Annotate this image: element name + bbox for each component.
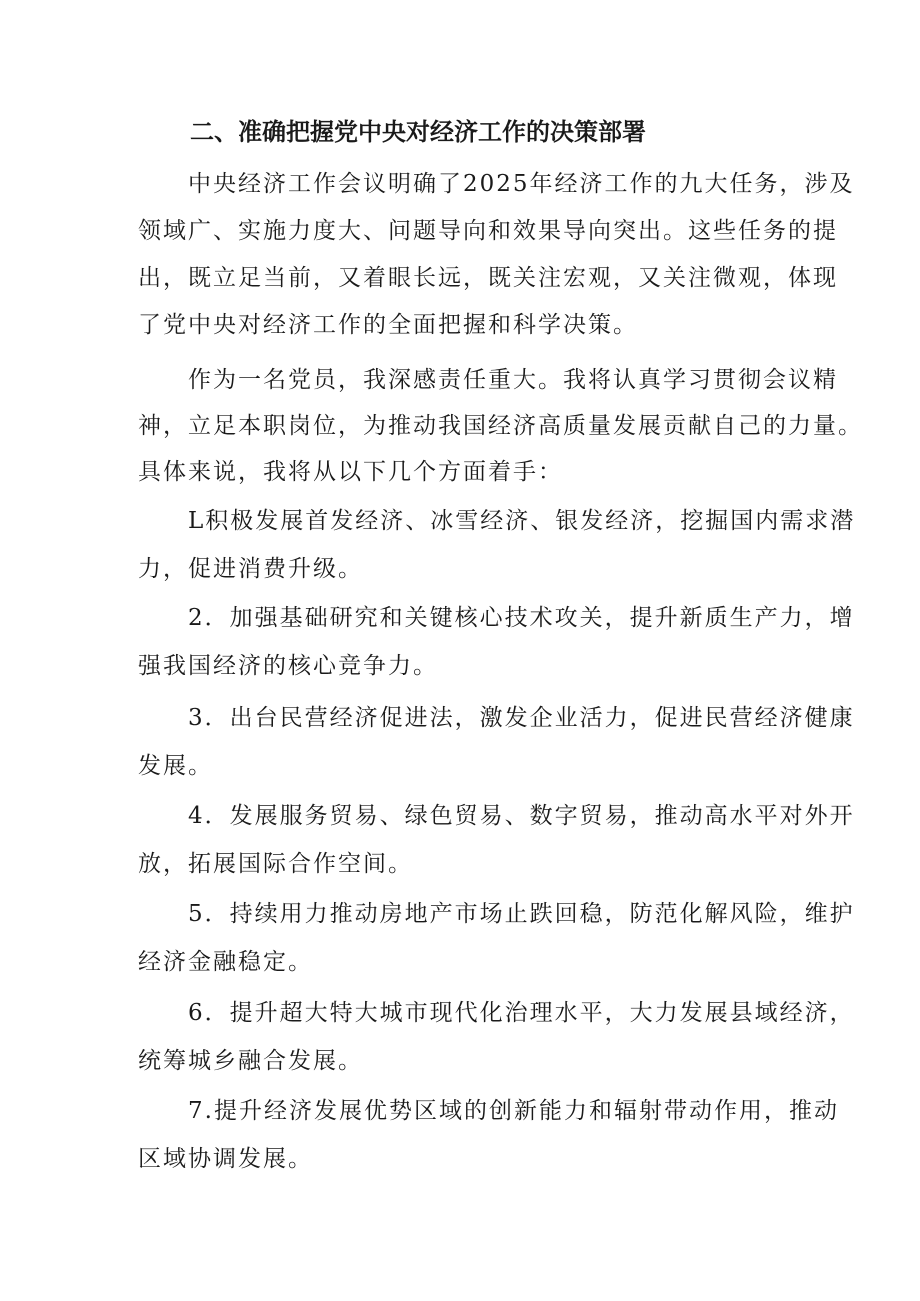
- list-item-5-line-2: 经济金融稳定。: [138, 949, 313, 975]
- list-item-1-line-1: L积极发展首发经济、冰雪经济、银发经济，挖掘国内需求潜: [188, 508, 856, 534]
- paragraph-2-line-3: 具体来说，我将从以下几个方面着手：: [138, 459, 563, 485]
- section-heading: 二、准确把握党中央对经济工作的决策部署: [190, 118, 646, 146]
- list-item-2-line-1: 2．加强基础研究和关键核心技术攻关，提升新质生产力，增: [188, 605, 855, 631]
- paragraph-1-line-1: 中央经济工作会议明确了2025年经济工作的九大任务，涉及: [188, 171, 855, 197]
- list-item-6-line-2: 统筹城乡融合发展。: [138, 1048, 363, 1074]
- list-item-4-line-2: 放，拓展国际合作空间。: [138, 851, 413, 877]
- list-item-5-line-1: 5．持续用力推动房地产市场止跌回稳，防范化解风险，维护: [188, 901, 855, 927]
- paragraph-1-line-2: 领域广、实施力度大、问题导向和效果导向突出。这些任务的提: [138, 218, 838, 244]
- paragraph-1-line-4: 了党中央对经济工作的全面把握和科学决策。: [138, 312, 638, 338]
- list-item-2-line-2: 强我国经济的核心竞争力。: [138, 653, 438, 679]
- list-item-6-line-1: 6．提升超大特大城市现代化治理水平，大力发展县域经济，: [188, 1000, 855, 1026]
- list-item-3-line-1: 3．出台民营经济促进法，激发企业活力，促进民营经济健康: [188, 705, 855, 731]
- list-item-3-line-2: 发展。: [138, 753, 213, 779]
- list-item-4-line-1: 4．发展服务贸易、绿色贸易、数字贸易，推动高水平对外开: [188, 803, 855, 829]
- list-item-7-line-1: 7.提升经济发展优势区域的创新能力和辐射带动作用，推动: [188, 1098, 839, 1124]
- paragraph-2-line-2: 神，立足本职岗位，为推动我国经济高质量发展贡献自己的力量。: [138, 413, 863, 439]
- list-item-7-line-2: 区域协调发展。: [138, 1146, 313, 1172]
- paragraph-1-line-3: 出，既立足当前，又着眼长远，既关注宏观，又关注微观，体现: [138, 265, 838, 291]
- list-item-1-line-2: 力，促进消费升级。: [138, 556, 363, 582]
- paragraph-2-line-1: 作为一名党员，我深感责任重大。我将认真学习贯彻会议精: [188, 367, 838, 393]
